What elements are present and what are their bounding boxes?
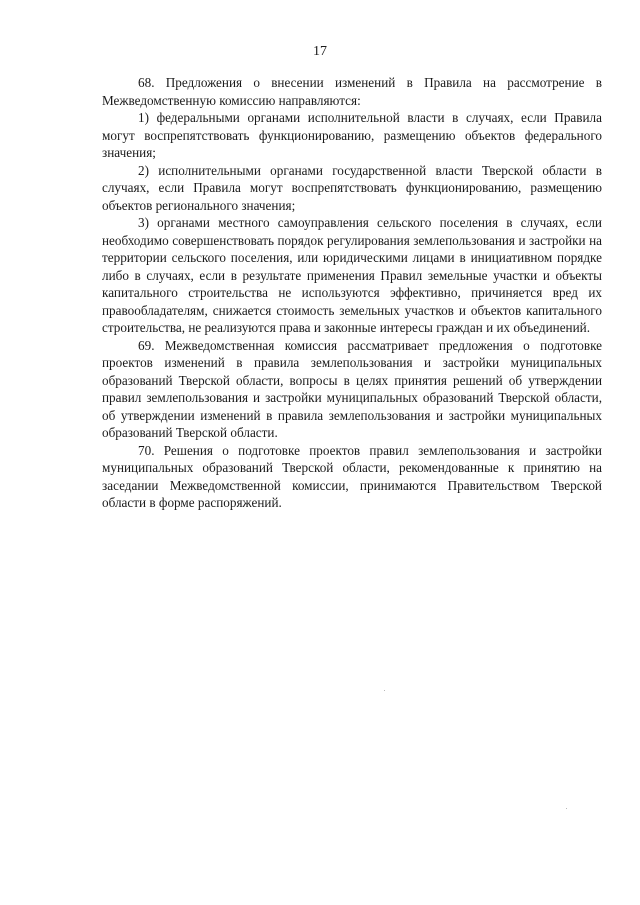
paragraph-68-item-3: 3) органами местного самоуправления сельского поселения в случаях, если необходимо совершенствовать порядок регулирования землепользования и застройки на территории сельского поселения, или юридическими лицами в инициативном порядке либо в случаях, если в результате применения Правил земельные участки и объекты капитального строительства не используются эффективно, причиняется вред их правообладателям, снижается стоимость земельных участков и объектов капитального строительства, не реализуются права и законные интересы граждан и их объединений. <box>102 215 602 335</box>
page-number: 17 <box>313 44 327 59</box>
paragraph-68: 68. Предложения о внесении изменений в Правила на рассмотрение в Межведомственную комиссию направляются: <box>102 75 602 108</box>
paragraph-68-item-2: 2) исполнительными органами государственной власти Тверской области в случаях, если Правила могут воспрепятствовать функционированию, размещению объектов регионального значения; <box>102 162 602 213</box>
paragraph-70: 70. Решения о подготовке проектов правил землепользования и застройки муниципальных образований Тверской области, рекомендованные к принятию на заседании Межведомственной комиссии, принимаются Правительством Тверской области в форме распоряжений. <box>102 442 602 510</box>
scan-speck <box>384 690 385 691</box>
paragraph-69: 69. Межведомственная комиссия рассматривает предложения о подготовке проектов изменений в правила землепользования и застройки муниципальных образований Тверской области, вопросы в целях принятия решений об утверждении правил землепользования и застройки муниципальных образований Тверской области, об утверждении изменений в правила землепользования и застройки муниципальных образований Тверской области. <box>102 337 602 440</box>
scan-speck <box>566 808 567 809</box>
paragraph-68-item-1: 1) федеральными органами исполнительной власти в случаях, если Правила могут воспрепятствовать функционированию, размещению объектов федерального значения; <box>102 110 602 160</box>
document-body <box>102 74 602 512</box>
